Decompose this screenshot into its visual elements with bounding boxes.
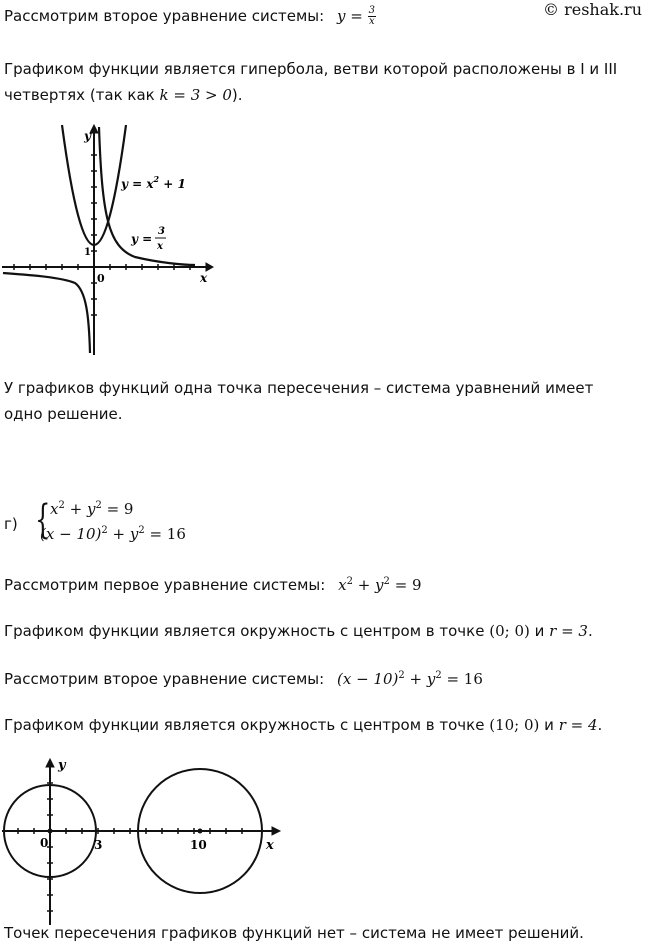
y-axis-arrow bbox=[90, 125, 98, 133]
circles-graph bbox=[0, 755, 285, 930]
one-label: 1 bbox=[84, 247, 91, 258]
paragraph-hyperbola-line1: Графиком функции является гипербола, ветви которой расположены в I и III bbox=[4, 60, 618, 78]
circle-1-center bbox=[48, 829, 53, 834]
three-label: 3 bbox=[94, 838, 103, 852]
watermark: © reshak.ru bbox=[543, 0, 642, 19]
inline-equation: $x^2 + y^2 = 9$ bbox=[338, 576, 422, 594]
system-eq1: $x^2 + y^2 = 9$ bbox=[50, 500, 134, 518]
text-pre: четвертях (так как bbox=[4, 86, 160, 104]
hyperbola-label-num: 3 bbox=[158, 226, 165, 237]
x-axis-label: x bbox=[266, 838, 274, 853]
paragraph-consider-second-eq bbox=[4, 6, 376, 27]
paragraph-circle2: Графиком функции является окружность с центром в точке (10; 0) и r = 4. bbox=[4, 716, 603, 734]
parabola-label: $y = x^2 + 1$ bbox=[121, 174, 186, 191]
paragraph-one-intersection-line2: одно решение. bbox=[4, 405, 123, 423]
paragraph-text: Рассмотрим первое уравнение системы: bbox=[4, 576, 326, 594]
hyperbola-label: y = bbox=[131, 232, 153, 246]
hyperbola-label-den: x bbox=[157, 241, 163, 252]
paragraph-consider-second-eq-2 bbox=[4, 670, 483, 688]
paragraph-text: Рассмотрим второе уравнение системы: bbox=[4, 670, 325, 688]
fraction-denominator: x bbox=[368, 16, 375, 27]
inline-math: k = 3 > 0 bbox=[159, 86, 232, 104]
system-eq2: $(x - 10)^2 + y^2 = 16$ bbox=[40, 525, 186, 543]
inline-equation: $(x - 10)^2 + y^2 = 16$ bbox=[337, 670, 483, 688]
y-axis-arrow bbox=[46, 759, 54, 767]
x-axis-label: x bbox=[200, 271, 208, 285]
paragraph-hyperbola-line2 bbox=[4, 86, 243, 104]
circle-2-center bbox=[198, 829, 203, 834]
paragraph-no-intersection: Точек пересечения графиков функций нет – система не имеет решений. bbox=[4, 924, 584, 942]
origin-label: 0 bbox=[97, 272, 105, 285]
fraction bbox=[368, 6, 376, 27]
paragraph-text: Рассмотрим второе уравнение системы: bbox=[4, 7, 325, 25]
x-axis-arrow bbox=[272, 827, 280, 835]
hyperbola-branch-3 bbox=[3, 273, 90, 353]
paragraph-one-intersection-line1: У графиков функций одна точка пересечения – система уравнений имеет bbox=[4, 379, 594, 397]
fraction-numerator: 3 bbox=[368, 5, 375, 16]
origin-label: 0 bbox=[40, 836, 49, 850]
y-axis-label: y bbox=[58, 758, 66, 773]
x-axis-arrow bbox=[206, 263, 213, 271]
system-label: г) bbox=[4, 515, 18, 533]
y-axis-label: y bbox=[84, 129, 91, 143]
text-post: ). bbox=[231, 86, 243, 104]
paragraph-circle1: Графиком функции является окружность с центром в точке (0; 0) и r = 3. bbox=[4, 622, 593, 640]
equation-lhs: y = bbox=[337, 7, 363, 25]
paragraph-consider-first-eq bbox=[4, 576, 422, 594]
hyperbola-parabola-graph bbox=[0, 115, 215, 360]
system-brace: { bbox=[35, 497, 51, 543]
ten-label: 10 bbox=[190, 838, 207, 852]
